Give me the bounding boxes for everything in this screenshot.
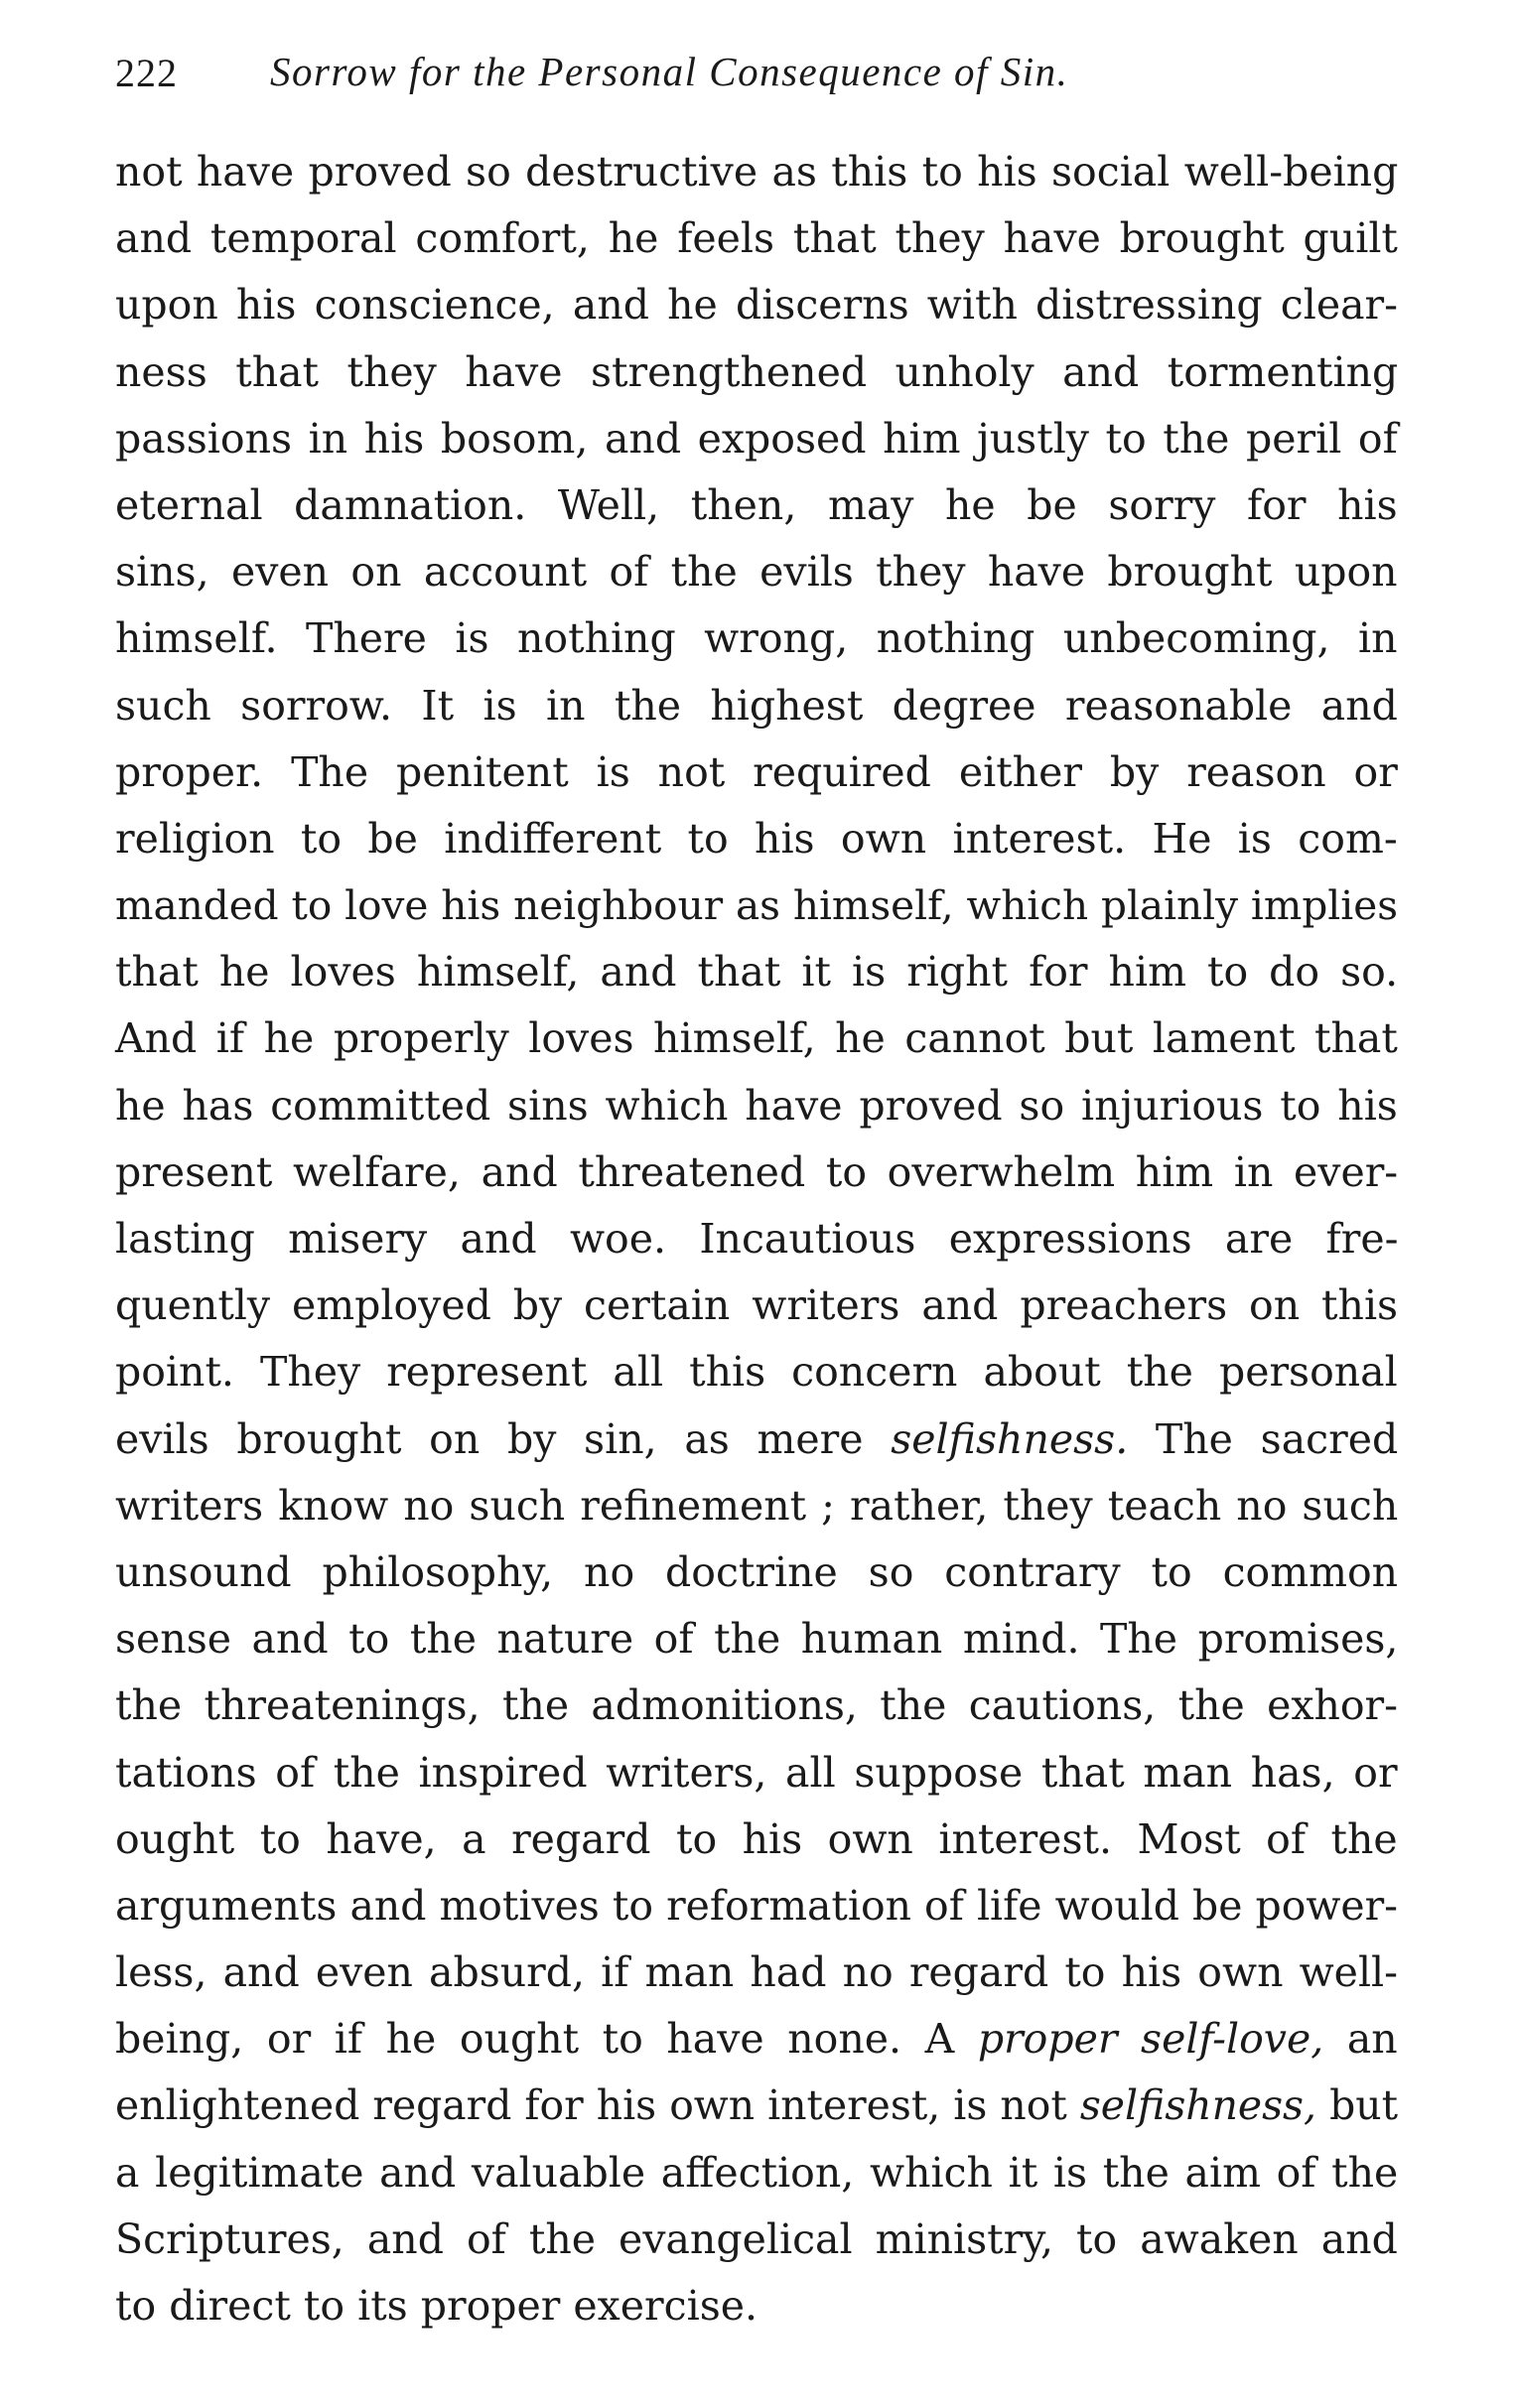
- text-line: such sorrow. It is in the highest degree reasonable and: [115, 681, 1398, 730]
- line-segment: evils brought on by sin, as mere: [115, 1414, 892, 1463]
- text-line: ought to have, a regard to his own interest. Most of the: [115, 1814, 1398, 1863]
- line-segment: being, or if he ought to have none. A: [115, 2015, 978, 2064]
- line-segment: The sacred: [1128, 1414, 1399, 1463]
- text-line: point. They represent all this concern about the personal: [115, 1348, 1398, 1397]
- running-head: [115, 38, 1406, 107]
- text-line: and temporal comfort, he feels that they have brought guilt: [115, 214, 1398, 263]
- text-line: that he loves himself, and that it is right for him to do so.: [115, 948, 1399, 997]
- text-line: to direct to its proper exercise.: [115, 2282, 758, 2330]
- text-line: less, and even absurd, if man had no regard to his own well-: [115, 1948, 1399, 1997]
- text-line: proper. The penitent is not required either by reason or: [115, 747, 1398, 796]
- text-line: And if he properly loves himself, he cannot but lament that: [115, 1014, 1398, 1063]
- line-segment: but: [1316, 2081, 1398, 2130]
- text-line: religion to be indifferent to his own interest. He is com-: [115, 814, 1398, 863]
- text-line: eternal damnation. Well, then, may he be sorry for his: [115, 480, 1398, 529]
- text-line: manded to love his neighbour as himself, which plainly implies: [115, 881, 1399, 930]
- text-line: Scriptures, and of the evangelical ministry, to awaken and: [115, 2214, 1398, 2263]
- text-line: lasting misery and woe. Incautious expressions are fre-: [115, 1215, 1399, 1263]
- text-line: sense and to the nature of the human mind. The promises,: [115, 1615, 1399, 1664]
- line-segment: an: [1323, 2015, 1398, 2064]
- text-line: [115, 2006, 1398, 2073]
- line-segment: enlightened regard for his own interest, is not: [115, 2081, 1080, 2130]
- text-line: tations of the inspired writers, all suppose that man has, or: [115, 1748, 1398, 1797]
- text-line: himself. There is nothing wrong, nothing unbecoming, in: [115, 614, 1398, 663]
- text-line: [115, 2073, 1398, 2139]
- text-line: quently employed by certain writers and preachers on this: [115, 1281, 1399, 1330]
- text-line: the threatenings, the admonitions, the cautions, the exhor-: [115, 1681, 1398, 1730]
- italic-emphasis: proper self-love,: [977, 2015, 1324, 2064]
- text-line: passions in his bosom, and exposed him justly to the peril of: [115, 414, 1398, 463]
- text-line: unsound philosophy, no doctrine so contrary to common: [115, 1547, 1399, 1596]
- italic-emphasis: selfishness,: [1079, 2081, 1317, 2130]
- text-line: arguments and motives to reformation of life would be power-: [115, 1881, 1398, 1930]
- page-number: 222: [115, 51, 178, 95]
- italic-emphasis: selfishness.: [891, 1414, 1129, 1463]
- text-line: sins, even on account of the evils they have brought upon: [115, 548, 1398, 597]
- text-line: a legitimate and valuable affection, which it is the aim of the: [115, 2148, 1399, 2197]
- text-line: upon his conscience, and he discerns with distressing clear-: [115, 281, 1399, 330]
- running-title: Sorrow for the Personal Consequence of Sin.: [270, 49, 1069, 94]
- text-line: he has committed sins which have proved so injurious to his: [115, 1081, 1398, 1130]
- text-line: writers know no such refinement ; rather, they teach no such: [115, 1481, 1399, 1530]
- text-line: not have proved so destructive as this to his social well-being: [115, 148, 1399, 196]
- text-line: present welfare, and threatened to overwhelm him in ever-: [115, 1147, 1399, 1196]
- text-line: ness that they have strengthened unholy and tormenting: [115, 347, 1399, 396]
- text-line: [115, 1406, 1398, 1473]
- body-text: [115, 139, 1398, 2340]
